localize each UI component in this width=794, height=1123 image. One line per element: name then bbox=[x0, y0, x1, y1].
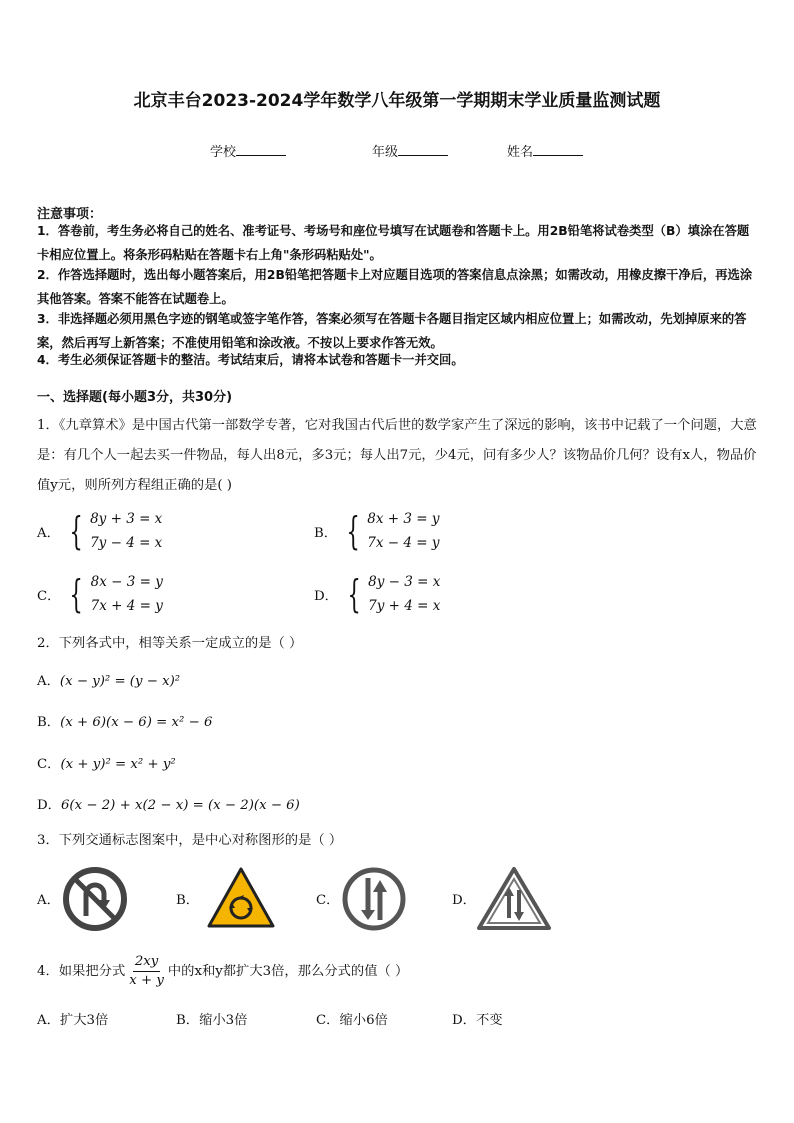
name-label: 姓名 bbox=[507, 145, 534, 160]
q3-option-b-label[interactable]: B． bbox=[176, 893, 200, 908]
q2-option-b[interactable] bbox=[37, 711, 212, 730]
option-label: B． bbox=[314, 525, 338, 541]
option-label: A． bbox=[37, 1013, 60, 1028]
q1-option-d[interactable] bbox=[314, 570, 440, 618]
option-text: 缩小6倍 bbox=[339, 1013, 388, 1028]
name-field bbox=[507, 141, 583, 160]
grade-blank[interactable] bbox=[398, 142, 448, 156]
expression: (x + y)² = x² + y² bbox=[60, 757, 176, 772]
brace-icon: { bbox=[69, 509, 83, 553]
two-way-traffic-warning-sign-icon bbox=[476, 866, 552, 932]
option-label: B． bbox=[37, 715, 61, 730]
fraction bbox=[127, 953, 166, 990]
q4-option-b[interactable] bbox=[176, 1009, 247, 1028]
q1-option-b[interactable] bbox=[314, 507, 439, 555]
option-label: A． bbox=[37, 674, 60, 689]
equation-line: 7y − 4 = x bbox=[90, 535, 163, 551]
expression: (x + 6)(x − 6) = x² − 6 bbox=[60, 715, 213, 730]
option-label: D． bbox=[314, 588, 338, 604]
fraction-numerator: 2xy bbox=[133, 953, 160, 972]
equation-line: 7y + 4 = x bbox=[368, 598, 441, 614]
expression: 6(x − 2) + x(2 − x) = (x − 2)(x − 6) bbox=[60, 798, 300, 813]
equation-line: 7x + 4 = y bbox=[90, 598, 163, 614]
grade-field bbox=[372, 141, 448, 160]
brace-icon: { bbox=[346, 509, 360, 553]
equation-line: 8x + 3 = y bbox=[367, 511, 440, 527]
q4-stem-after: 中的x和y都扩大3倍，那么分式的值（ ） bbox=[167, 964, 409, 979]
expression: (x − y)² = (y − x)² bbox=[59, 674, 181, 689]
no-u-turn-sign-icon bbox=[62, 866, 128, 932]
q4-stem-before: 4．如果把分式 bbox=[37, 964, 126, 979]
equation-line: 8y + 3 = x bbox=[90, 511, 163, 527]
equation-line: 7x − 4 = y bbox=[367, 535, 440, 551]
option-label: B． bbox=[176, 1013, 200, 1028]
note-item-1: 1．答卷前，考生务必将自己的姓名、准考证号、考场号和座位号填写在试题卷和答题卡上。用2B铅笔将试卷类型（B）填涂在答题卡相应位置上。将条形码粘贴在答题卡右上角"条形码粘贴处"。 bbox=[37, 224, 750, 262]
straight-or-u-turn-sign-icon bbox=[341, 866, 407, 932]
option-text: 缩小3倍 bbox=[199, 1013, 248, 1028]
q3-option-d-label[interactable]: D． bbox=[452, 893, 476, 908]
q4-option-a[interactable] bbox=[37, 1009, 108, 1028]
q4-option-c[interactable] bbox=[316, 1009, 388, 1028]
option-label: C． bbox=[37, 588, 61, 604]
question-2-stem: 2．下列各式中，相等关系一定成立的是（ ） bbox=[37, 636, 303, 651]
option-label: D． bbox=[37, 798, 61, 813]
equation-line: 8y − 3 = x bbox=[368, 574, 441, 590]
option-label: C． bbox=[316, 1013, 340, 1028]
brace-icon: { bbox=[69, 572, 84, 616]
notes-title: 注意事项： bbox=[37, 207, 103, 222]
q4-option-d[interactable] bbox=[452, 1009, 503, 1028]
note-item-3: 3．非选择题必须用黑色字迹的钢笔或签字笔作答，答案必须写在答题卡各题目指定区域内相应位置上；如需改动，先划掉原来的答案，然后再写上新答案；不准使用铅笔和涂改液。不按以上要求作答无效。 bbox=[37, 312, 747, 350]
note-item-4: 4．考生必须保证答题卡的整洁。考试结束后，请将本试卷和答题卡一并交回。 bbox=[37, 353, 464, 367]
school-field bbox=[210, 141, 286, 160]
option-text: 不变 bbox=[475, 1013, 503, 1028]
section-title: 一、选择题(每小题3分，共30分) bbox=[37, 390, 233, 405]
grade-label: 年级 bbox=[372, 145, 399, 160]
school-blank[interactable] bbox=[236, 142, 286, 156]
question-1-stem: 1．《九章算术》是中国古代第一部数学专著，它对我国古代后世的数学家产生了深远的影响，该书中记载了一个问题，大意是：有几个人一起去买一件物品，每人出8元，多3元；每人出7元，少4元，问有多少人？该物品价几何？设有x人，物品价值y元，则所列方程组正确的是( ) bbox=[37, 418, 757, 493]
q1-option-a[interactable] bbox=[37, 507, 162, 555]
q3-option-a-label[interactable]: A． bbox=[37, 893, 60, 908]
q2-option-c[interactable] bbox=[37, 753, 176, 772]
fraction-denominator: x + y bbox=[129, 973, 164, 988]
q1-option-c[interactable] bbox=[37, 570, 163, 618]
question-4-stem bbox=[37, 953, 759, 990]
note-item-2: 2．作答选择题时，选出每小题答案后，用2B铅笔把答题卡上对应题目选项的答案信息点涂黑；如需改动，用橡皮擦干净后，再选涂其他答案。答案不能答在试题卷上。 bbox=[37, 268, 753, 306]
roundabout-warning-sign-icon bbox=[206, 866, 276, 930]
question-3-stem: 3．下列交通标志图案中，是中心对称图形的是（ ） bbox=[37, 833, 343, 848]
name-blank[interactable] bbox=[533, 142, 583, 156]
q2-option-d[interactable] bbox=[37, 794, 300, 813]
exam-title: 北京丰台2023-2024学年数学八年级第一学期期末学业质量监测试题 bbox=[133, 91, 661, 111]
equation-line: 8x − 3 = y bbox=[90, 574, 163, 590]
brace-icon: { bbox=[347, 572, 361, 616]
q3-option-c-label[interactable]: C． bbox=[316, 893, 340, 908]
option-label: D． bbox=[452, 1013, 476, 1028]
school-label: 学校 bbox=[210, 145, 237, 160]
option-label: C． bbox=[37, 757, 61, 772]
option-text: 扩大3倍 bbox=[59, 1013, 109, 1028]
option-label: A． bbox=[37, 525, 60, 541]
q2-option-a[interactable] bbox=[37, 670, 180, 689]
